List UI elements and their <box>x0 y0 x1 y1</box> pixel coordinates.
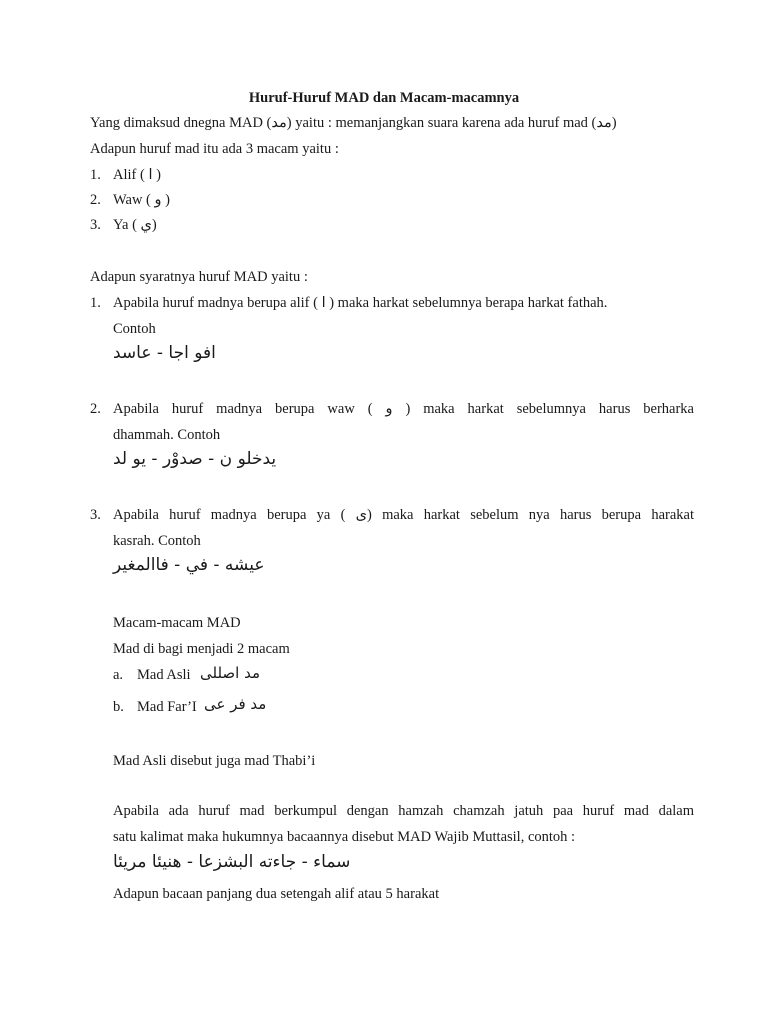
condition-3-contoh: kasrah. Contoh <box>113 533 201 549</box>
conditions-heading: Adapun syaratnya huruf MAD yaitu : <box>90 269 308 285</box>
letter-waw: Waw ( و ) <box>113 192 170 208</box>
type-marker: b. <box>113 699 124 715</box>
type-marker: a. <box>113 667 124 683</box>
definition-text: Yang dimaksud dnegna MAD (مد) yaitu : memanjangkan suara karena ada huruf mad (مد) <box>90 115 617 131</box>
condition-3-text: Apabila huruf madnya berupa ya ( ى) maka harkat sebelum nya harus berupa harakat <box>113 507 694 523</box>
letter-number: 1. <box>90 167 101 183</box>
letter-number: 3. <box>90 217 101 233</box>
thabii-text: Mad Asli disebut juga mad Thabi’i <box>113 753 316 769</box>
letter-ya: Ya ( ي) <box>113 217 157 233</box>
condition-number: 3. <box>90 507 101 523</box>
letter-alif: Alif ( ا ) <box>113 167 161 183</box>
type-mad-asli: Mad Asli <box>137 667 191 683</box>
wajib-text-2: satu kalimat maka hukumnya bacaannya disebut MAD Wajib Muttasil, contoh : <box>113 829 576 845</box>
condition-3-example: عيشه - في - فاالمغير <box>113 555 265 575</box>
condition-1-text: Apabila huruf madnya berupa alif ( ا ) maka harkat sebelumnya berapa harkat fathah. <box>113 295 608 311</box>
page-title: Huruf-Huruf MAD dan Macam-macamnya <box>248 90 520 106</box>
types-heading: Macam-macam MAD <box>113 615 241 631</box>
type-mad-fari-arabic: مد فر عى <box>204 695 267 713</box>
condition-1-example: افو اجا - عاسد <box>113 343 216 363</box>
condition-number: 2. <box>90 401 101 417</box>
condition-1-contoh: Contoh <box>113 321 156 337</box>
wajib-length: Adapun bacaan panjang dua setengah alif atau 5 harakat <box>113 886 440 902</box>
condition-2-example: يدخلو ن - صدوْر - يو لد <box>113 449 277 469</box>
letters-heading: Adapun huruf mad itu ada 3 macam yaitu : <box>90 141 339 157</box>
condition-2-text: Apabila huruf madnya berupa waw ( و ) maka harkat sebelumnya harus berharka <box>113 401 694 417</box>
letter-number: 2. <box>90 192 101 208</box>
wajib-text: Apabila ada huruf mad berkumpul dengan hamzah chamzah jatuh paa huruf mad dalam <box>113 803 694 819</box>
type-mad-asli-arabic: مد اصللى <box>200 664 261 682</box>
types-subheading: Mad di bagi menjadi 2 macam <box>113 641 290 657</box>
condition-number: 1. <box>90 295 101 311</box>
type-mad-fari: Mad Far’I <box>137 699 197 715</box>
condition-2-contoh: dhammah. Contoh <box>113 427 221 443</box>
wajib-example: سماء - جاءته البشزعا - هنيئا مريئا <box>113 852 351 872</box>
